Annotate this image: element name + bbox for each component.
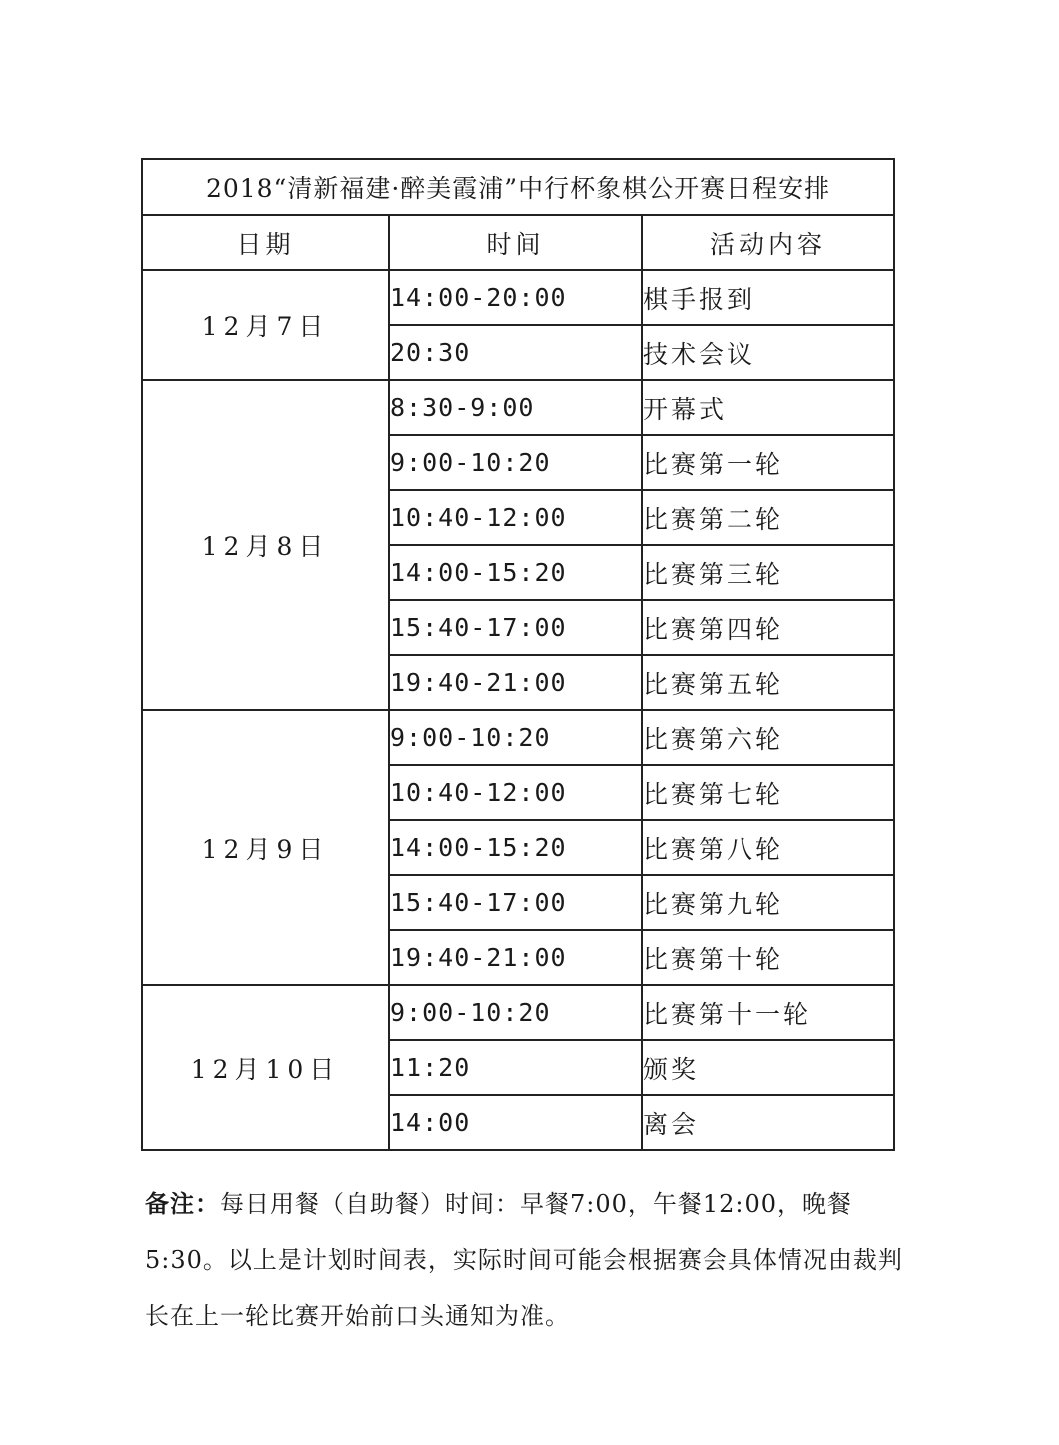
table-title: 2018“清新福建·醉美霞浦”中行杯象棋公开赛日程安排 [142, 159, 894, 215]
activity-cell: 比赛第五轮 [642, 655, 894, 710]
activity-cell: 比赛第八轮 [642, 820, 894, 875]
remarks-note [145, 1176, 905, 1344]
time-cell: 8:30-9:00 [389, 380, 642, 435]
table-row [142, 985, 894, 1040]
activity-cell: 比赛第十轮 [642, 930, 894, 985]
time-cell: 19:40-21:00 [389, 930, 642, 985]
time-cell: 19:40-21:00 [389, 655, 642, 710]
activity-cell: 比赛第三轮 [642, 545, 894, 600]
activity-cell: 棋手报到 [642, 270, 894, 325]
remarks-text: 每日用餐（自助餐）时间：早餐7:00，午餐12:00，晚餐5:30。以上是计划时间表，实际时间可能会根据赛会具体情况由裁判长在上一轮比赛开始前口头通知为准。 [145, 1190, 903, 1330]
activity-cell: 比赛第六轮 [642, 710, 894, 765]
time-cell: 20:30 [389, 325, 642, 380]
activity-cell: 比赛第一轮 [642, 435, 894, 490]
time-cell: 11:20 [389, 1040, 642, 1095]
activity-cell: 比赛第二轮 [642, 490, 894, 545]
activity-cell: 比赛第九轮 [642, 875, 894, 930]
activity-cell: 离会 [642, 1095, 894, 1150]
schedule-table [141, 158, 895, 1151]
time-cell: 15:40-17:00 [389, 875, 642, 930]
table-row [142, 710, 894, 765]
activity-cell: 比赛第十一轮 [642, 985, 894, 1040]
header-time: 时间 [389, 215, 642, 270]
activity-cell: 颁奖 [642, 1040, 894, 1095]
remarks-label: 备注： [145, 1189, 220, 1218]
activity-cell: 开幕式 [642, 380, 894, 435]
activity-cell: 比赛第四轮 [642, 600, 894, 655]
header-activity: 活动内容 [642, 215, 894, 270]
title-row [142, 159, 894, 215]
time-cell: 10:40-12:00 [389, 490, 642, 545]
time-cell: 9:00-10:20 [389, 710, 642, 765]
date-cell: 12月8日 [142, 380, 389, 710]
header-date: 日期 [142, 215, 389, 270]
activity-cell: 比赛第七轮 [642, 765, 894, 820]
table-row [142, 380, 894, 435]
header-row [142, 215, 894, 270]
time-cell: 14:00-20:00 [389, 270, 642, 325]
time-cell: 15:40-17:00 [389, 600, 642, 655]
time-cell: 14:00-15:20 [389, 820, 642, 875]
time-cell: 10:40-12:00 [389, 765, 642, 820]
activity-cell: 技术会议 [642, 325, 894, 380]
time-cell: 9:00-10:20 [389, 985, 642, 1040]
time-cell: 14:00 [389, 1095, 642, 1150]
time-cell: 9:00-10:20 [389, 435, 642, 490]
table-row [142, 270, 894, 325]
date-cell: 12月9日 [142, 710, 389, 985]
date-cell: 12月10日 [142, 985, 389, 1150]
date-cell: 12月7日 [142, 270, 389, 380]
time-cell: 14:00-15:20 [389, 545, 642, 600]
